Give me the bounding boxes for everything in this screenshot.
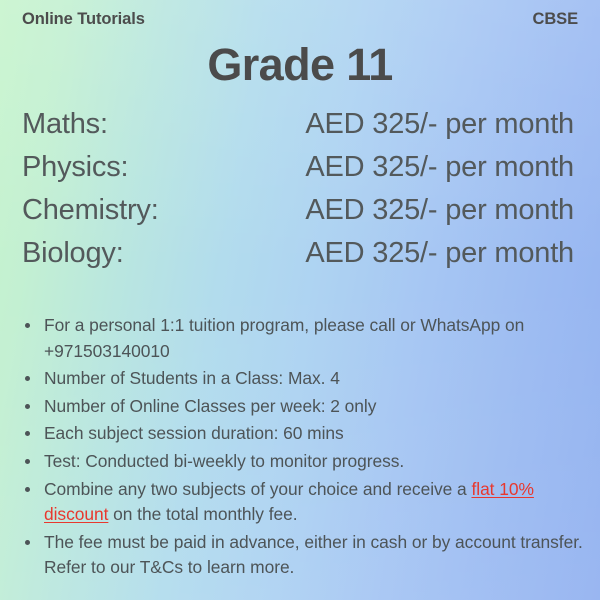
list-item-text: Number of Students in a Class: Max. 4 [44, 368, 340, 389]
list-item [24, 421, 588, 447]
notes-list [24, 313, 588, 583]
table-row [22, 194, 574, 237]
list-item [24, 449, 588, 475]
list-item-text: The fee must be paid in advance, either in cash or by account transfer. Refer to our T&Cs to learn more. [44, 531, 583, 578]
list-item-text: Number of Online Classes per week: 2 only [44, 395, 377, 416]
bullet-icon [25, 487, 30, 492]
bullet-icon [25, 323, 30, 328]
price-value: AED 325/- per month [305, 108, 574, 140]
subject-label: Maths: [22, 108, 108, 140]
list-item [24, 394, 588, 420]
board-label: CBSE [532, 10, 578, 28]
list-item [24, 313, 588, 364]
page-title: Grade 11 [207, 39, 393, 90]
brand-label: Online Tutorials [22, 10, 145, 28]
bullet-icon [25, 431, 30, 436]
subject-label: Physics: [22, 151, 129, 183]
list-item-text: Test: Conducted bi-weekly to monitor progress. [44, 450, 405, 471]
price-value: AED 325/- per month [305, 194, 574, 226]
bullet-icon [25, 376, 30, 381]
list-item-text-after: on the total monthly fee. [108, 504, 298, 525]
subject-label: Chemistry: [22, 194, 159, 226]
list-item [24, 530, 588, 581]
list-item-text: For a personal 1:1 tuition program, please call or WhatsApp on +971503140010 [44, 315, 525, 361]
bullet-icon [25, 404, 30, 409]
pricing-table [22, 108, 574, 280]
list-item [24, 366, 588, 392]
poster-header [22, 10, 578, 29]
list-item-text-before: Combine any two subjects of your choice and receive a [44, 478, 472, 499]
discount-highlight: flat 10% discount [44, 478, 534, 525]
table-row [22, 237, 574, 280]
subject-label: Biology: [22, 237, 124, 269]
price-value: AED 325/- per month [305, 151, 574, 183]
bullet-icon [25, 459, 30, 464]
table-row [22, 151, 574, 194]
list-item-text: Each subject session duration: 60 mins [44, 423, 344, 444]
bullet-icon [25, 540, 30, 545]
list-item-discount [24, 477, 588, 528]
price-value: AED 325/- per month [305, 237, 574, 269]
table-row [22, 108, 574, 151]
